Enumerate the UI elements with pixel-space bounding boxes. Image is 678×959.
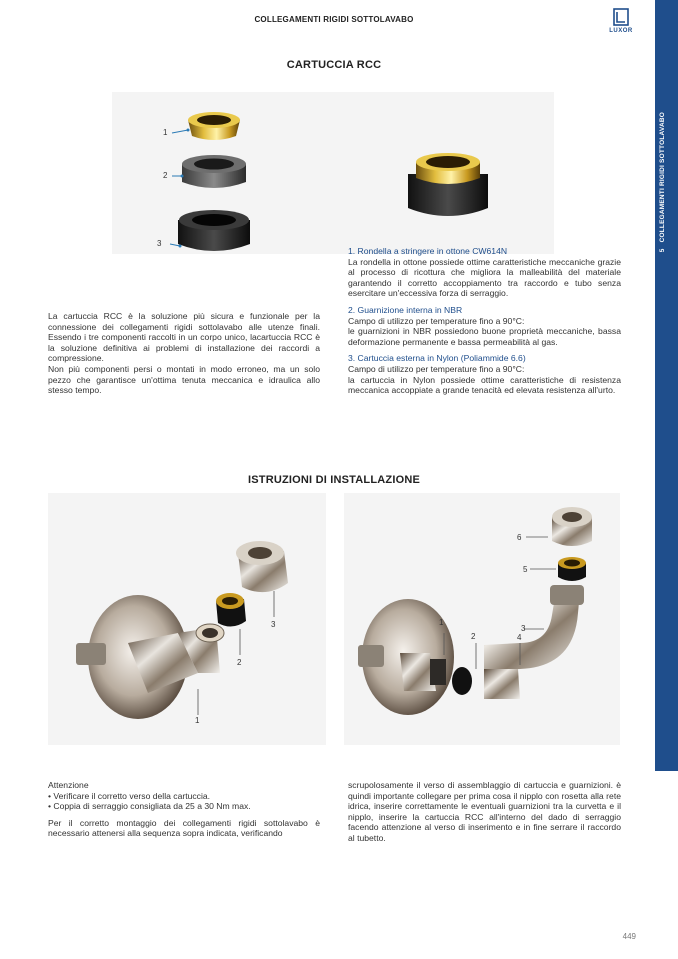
left-callout-2: 2	[237, 658, 242, 667]
spec-2-line-1: Campo di utilizzo per temperature fino a 90°C:	[348, 315, 525, 326]
page-header-title: COLLEGAMENTI RIGIDI SOTTOLAVABO	[254, 15, 414, 24]
right-callout-6: 6	[517, 533, 522, 542]
callout-1: 1	[163, 128, 168, 137]
chapter-sidebar	[655, 0, 678, 771]
nbr-seal-part	[182, 155, 246, 188]
intro-paragraph-1: La cartuccia RCC è la soluzione più sicura e funzionale per la connessione dei collegamenti rigidi sottolavabo alle utenze finali. Essendo i tre componenti raccolti in un corpo unico, lacartuccia RCC è la soluzione definitiva ai problemi di installazione dei raccordi a compressione.	[48, 311, 320, 364]
installation-image-right	[344, 493, 620, 745]
brass-washer-part	[188, 112, 240, 140]
page-number: 449	[622, 932, 636, 941]
logo-text: LUXOR	[609, 28, 633, 34]
right-callout-2: 2	[471, 632, 476, 641]
left-callout-3: 3	[271, 620, 276, 629]
spec-3-line-2: la cartuccia in Nylon possiede ottime caratteristiche di resistenza meccanica accoppiate a grande tenacità ed elevata resistenza all'urto.	[348, 374, 621, 396]
spec-1-text: La rondella in ottone possiede ottime caratteristiche meccaniche grazie al processo di ricottura che migliora la malleabilità del materiale garantendo il corretto accoppiamento tra raccordo e tubo senza esercitare un'eccessiva forza di serraggio.	[348, 256, 621, 299]
callout-2: 2	[163, 171, 168, 180]
spec-3-line-1: Campo di utilizzo per temperature fino a 90°C:	[348, 363, 525, 374]
left-callout-1: 1	[195, 716, 200, 725]
spec-3	[348, 353, 621, 395]
right-callout-3: 3	[521, 624, 526, 633]
nut-right	[552, 507, 592, 546]
chapter-number: 5	[659, 248, 666, 253]
spec-2-heading: 2. Guarnizione interna in NBR	[348, 304, 463, 315]
spec-1-heading: 1. Rondella a stringere in ottone CW614N	[348, 246, 508, 256]
spec-1	[348, 246, 621, 299]
right-callout-4: 4	[517, 633, 522, 642]
cartuccia-exploded-image	[112, 92, 554, 254]
attention-block	[48, 780, 320, 839]
elbow-right	[484, 585, 584, 699]
cartridge-left	[216, 593, 246, 627]
bullet-2: • Coppia di serraggio consigliata da 25 a 30 Nm max.	[48, 801, 251, 812]
chapter-label	[659, 112, 674, 252]
istruzioni-title: ISTRUZIONI DI INSTALLAZIONE	[247, 474, 421, 486]
bullet-1: • Verificare il corretto verso della cartuccia.	[48, 790, 211, 801]
nut-left	[236, 541, 288, 592]
spec-2-line-2: le guarnizioni in NBR possiedono buone proprietà meccaniche, bassa deformazione permanente e bassa permeabilità al gas.	[348, 326, 621, 347]
cartuccia-specs	[348, 246, 621, 396]
callout-3: 3	[157, 239, 162, 248]
cartuccia-intro	[48, 311, 320, 396]
right-callout-1: 1	[439, 618, 444, 627]
chapter-title: COLLEGAMENTI RIGIDI SOTTOLAVABO	[659, 112, 666, 243]
cartuccia-title: CARTUCCIA RCC	[286, 59, 382, 71]
right-callout-5: 5	[523, 565, 528, 574]
seal-right	[452, 667, 472, 695]
attention-title: Attenzione	[48, 780, 89, 790]
assembled-cartridge	[408, 153, 488, 216]
instructions-paragraph-left: Per il corretto montaggio dei collegamenti rigidi sottolavabo è necessario attenersi alla sequenza sopra indicata, verificando	[48, 817, 320, 839]
instructions-paragraph-right: scrupolosamente il verso di assemblaggio di cartuccia e guarnizioni. è quindi importante collegare per prima cosa il nipplo con rosetta alla rete idrica, inserire correttamente le eventuali guarnizioni tra la curvetta e il nipplo, inserire la cartuccia RCC all'interno del dado di serraggio facendo attenzione al verso di inserimento e in fine serrare il raccordo al tubetto.	[348, 780, 621, 843]
installation-image-left	[48, 493, 326, 745]
nylon-cartridge-part	[178, 210, 250, 251]
spec-3-heading: 3. Cartuccia esterna in Nylon (Poliammide 6.6)	[348, 353, 526, 364]
cartridge-right	[558, 557, 586, 581]
intro-paragraph-2: Non più componenti persi o montati in modo erroneo, ma un solo pezzo che garantisce un'ottima tenuta meccanica e idraulica allo stesso tempo.	[48, 363, 320, 396]
spec-2	[348, 305, 621, 347]
